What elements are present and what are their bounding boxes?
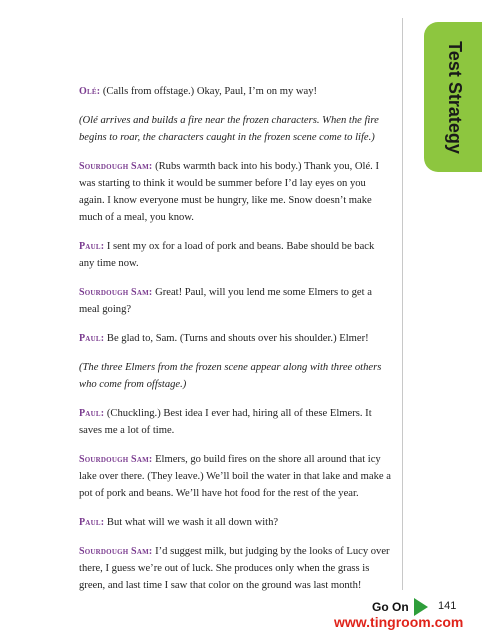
speaker-name: Paul: — [79, 333, 105, 344]
speaker-name: Paul: — [79, 241, 105, 252]
dialogue-line — [79, 451, 391, 502]
speaker-name: Paul: — [79, 517, 105, 528]
dialogue-line — [79, 284, 391, 318]
dialogue-text: I’d suggest milk, but judging by the looks of Lucy over there, I guess we’re out of luck. She produces only when the grass is green, and last time I saw that color on the ground was last month! — [79, 546, 390, 591]
speaker-name: Sourdough Sam: — [79, 287, 153, 298]
stage-direction: (Olé arrives and builds a fire near the frozen characters. When the fire begins to roar, the characters caught in the frozen scene come to life.) — [79, 115, 379, 143]
speaker-name: Paul: — [79, 408, 105, 419]
dialogue-text: Be glad to, Sam. (Turns and shouts over his shoulder.) Elmer! — [106, 333, 369, 344]
page-edge-divider — [402, 18, 403, 590]
dialogue-text: (Rubs warmth back into his body.) Thank you, Olé. I was starting to think it would be summer before I’d lay eyes on you again. I know everyone must be hungry, like me. Snow doesn’t make much of a meal, you know. — [79, 161, 379, 223]
dialogue-line — [79, 543, 391, 594]
watermark: www.tingroom.com — [334, 614, 464, 630]
play-script — [79, 83, 391, 606]
dialogue-line — [79, 83, 391, 100]
stage-direction: (The three Elmers from the frozen scene appear along with three others who come from offstage.) — [79, 362, 382, 390]
speaker-name: Sourdough Sam: — [79, 546, 153, 557]
dialogue-line — [79, 405, 391, 439]
page-number: 141 — [438, 600, 457, 612]
dialogue-line — [79, 514, 391, 531]
dialogue-line — [79, 158, 391, 226]
dialogue-line — [79, 238, 391, 272]
speaker-name: Sourdough Sam: — [79, 454, 153, 465]
speaker-name: Sourdough Sam: — [79, 161, 153, 172]
dialogue-text: (Chuckling.) Best idea I ever had, hiring all of these Elmers. It saves me a lot of time. — [79, 408, 372, 436]
dialogue-text: But what will we wash it all down with? — [106, 517, 279, 528]
speaker-name: Olé: — [79, 86, 101, 97]
go-on-label: Go On — [372, 600, 409, 614]
dialogue-text: (Calls from offstage.) Okay, Paul, I’m on my way! — [102, 86, 318, 97]
dialogue-line — [79, 330, 391, 347]
section-tab-label: Test Strategy — [444, 40, 465, 154]
section-tab — [424, 22, 482, 172]
dialogue-text: Great! Paul, will you lend me some Elmers to get a meal going? — [79, 287, 372, 315]
dialogue-text: I sent my ox for a load of pork and beans. Babe should be back any time now. — [79, 241, 375, 269]
dialogue-text: Elmers, go build fires on the shore all around that icy lake over there. (They leave.) We’ll boil the water in that lake and make a pot of pork and beans. We’ll have hot food for the rest of the year. — [79, 454, 391, 499]
